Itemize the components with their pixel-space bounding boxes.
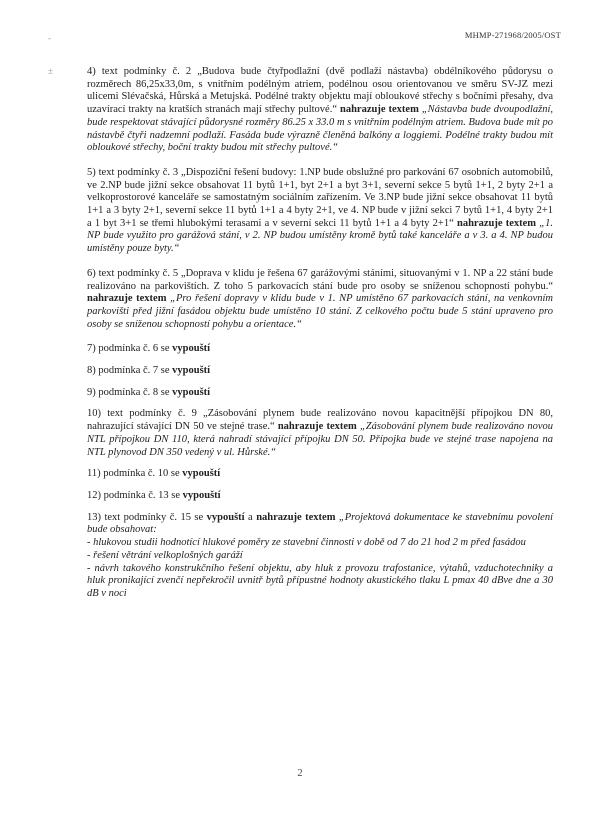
list-item: - návrh takového konstrukčního řešení objektu, aby hluk z provozu trafostanice, výtahů, vzduchotechniky a hluk pronikající zvenčí nepřekročil uvnitř bytů přípustné hodnoty akustického tlaku L pmax 40 dBve dne a 30 dB v noci xyxy=(87,562,553,599)
text-run-bold: nahrazuje textem xyxy=(456,217,537,229)
text-run-bold: vypouští xyxy=(172,343,211,355)
page-number: 2 xyxy=(297,768,303,779)
text-run: 10) text podmínky č. 9 „Zásobování plynem bude realizováno novou kapacitnější přípojkou DN 80, nahrazující stávající DN 50 ve stejné trase.“ xyxy=(87,408,553,433)
text-run-italic: „Pro řešení dopravy v klidu bude v 1. NP umístěno 67 parkovacích stání, na venkovním parkovišti před jižní fasádou objektu bude umístěno 10 stání. Z celkového počtu bude 5 stání upraveno pro osoby se sníženou schopností pohybu a orientace.“ xyxy=(87,293,554,330)
text-run-bold: nahrazuje textem xyxy=(256,511,336,523)
paragraph-item-11 xyxy=(87,468,553,481)
paragraph-item-6 xyxy=(87,268,553,332)
paragraph-item-12 xyxy=(87,490,553,503)
paragraph-item-5 xyxy=(87,167,553,256)
text-run: 13) text podmínky č. 15 se xyxy=(87,511,207,523)
text-run-bold: nahrazuje textem xyxy=(340,104,419,116)
text-run-italic: „Nástavba bude dvoupodlažní, bude respektovat stávající půdorysné rozměry 86.25 x 33.0 m s vnitřním podélným atriem. Budova bude mít po nástavbě čtyři nadzemní podlaží. Fasáda bude výrazně členěná balkóny a loggiemi. Podélné trakty budou mít obloukové střechy, boční trakty budou mít střechy pultové.“ xyxy=(87,104,554,154)
text-run: 8) podmínka č. 7 se xyxy=(87,365,173,377)
text-run-bold: nahrazuje textem xyxy=(87,293,167,305)
text-run: 7) podmínka č. 6 se xyxy=(87,343,173,355)
margin-mark: - xyxy=(48,33,51,43)
document-body xyxy=(87,66,553,601)
text-run: 9) podmínka č. 8 se xyxy=(87,386,173,398)
text-run: 4) text podmínky č. 2 „Budova bude čtyřpodlažní (dvě podlaží nástavba) obdélníkového půdorysu o rozměrech 86,25x33,0m, s vnitřním podélným atriem, podélnou osou orientovanou ve směru SV-JZ mezi ulicemi Slévačská, Hůrská a Metujská. Podélné trakty objektu mají obloukové střechy s bočními přesahy, dva uzavírací trakty na kratších stranách mají střechy pultové.“ xyxy=(87,66,553,116)
text-run: 11) podmínka č. 10 se xyxy=(87,468,183,480)
paragraph-item-10 xyxy=(87,408,553,459)
paragraph-item-13 xyxy=(87,512,553,537)
document-reference-number: MHMP-271968/2005/OST xyxy=(464,30,561,40)
paragraph-item-8 xyxy=(87,365,553,378)
text-run: 12) podmínka č. 13 se xyxy=(87,489,183,501)
text-run: 5) text podmínky č. 3 „Dispoziční řešení budovy: 1.NP bude obslužné pro parkování 67 osobních automobilů, ve 2.NP bude jižní sekce obsahovat 11 bytů 1+1, byt 2+1 a byt 3+1, severní sekce 5 bytů 1+1, 2 byty 2+1 a velkoprostorové kanceláře se samostatným sociálním zařízením. Ve 3.NP bude jižní sekce obsahovat 11 bytů 1+1 a 3 byty 2+1, severní sekce 11 bytů 1+1 a 4 byty 2+1, ve 4. NP bude v jižní sekci 7 bytů 1+1, 4 byty 2+1 a 1 byt 3+1 se třemi hlubokými terasami a v severní sekci 11 bytů 1+1 a 4 byty 2+1“ xyxy=(87,166,553,229)
text-run-bold: vypouští xyxy=(172,386,211,398)
text-run-italic: „1. NP bude využito pro garážová stání, v 2. NP budou umístěny kromě bytů také kanceláře a v 3. a 4. NP budou umístěny pouze byty.“ xyxy=(87,217,554,255)
paragraph-item-9 xyxy=(87,387,553,400)
text-run-italic: „Zásobování plynem bude realizováno novou NTL přípojkou DN 110, která nahradí stávající přípojku DN 50. Přípojka bude ve stejné trase napojena na NTL plynovod DN 350 vedený v ul. Hůrské.“ xyxy=(87,421,553,458)
text-run-bold: vypouští xyxy=(182,468,221,480)
paragraph-item-4 xyxy=(87,66,553,155)
text-run: a xyxy=(244,511,257,523)
list-item: - hlukovou studii hodnotící hlukové poměry ze stavební činnosti v době od 7 do 21 hod 2 m před fasádou xyxy=(87,537,526,549)
margin-mark: ± xyxy=(48,66,53,76)
text-run-bold: nahrazuje textem xyxy=(277,421,357,433)
text-run-bold: vypouští xyxy=(182,489,221,501)
paragraph-item-7 xyxy=(87,343,553,356)
list-item: - řešení větrání velkoplošných garáží xyxy=(87,549,243,561)
text-run: 6) text podmínky č. 5 „Doprava v klidu je řešena 67 garážovými stáními, situovanými v 1. NP a 22 stání bude realizováno na parkovištích. Z toho 5 parkovacích stání bude pro osoby se sníženou schopností pohybu.“ xyxy=(87,267,553,292)
text-run-bold: vypouští xyxy=(206,511,245,523)
text-run-bold: vypouští xyxy=(172,365,211,377)
text-run-italic: „Projektová dokumentace ke stavebnímu povolení bude obsahovat: xyxy=(87,511,553,536)
